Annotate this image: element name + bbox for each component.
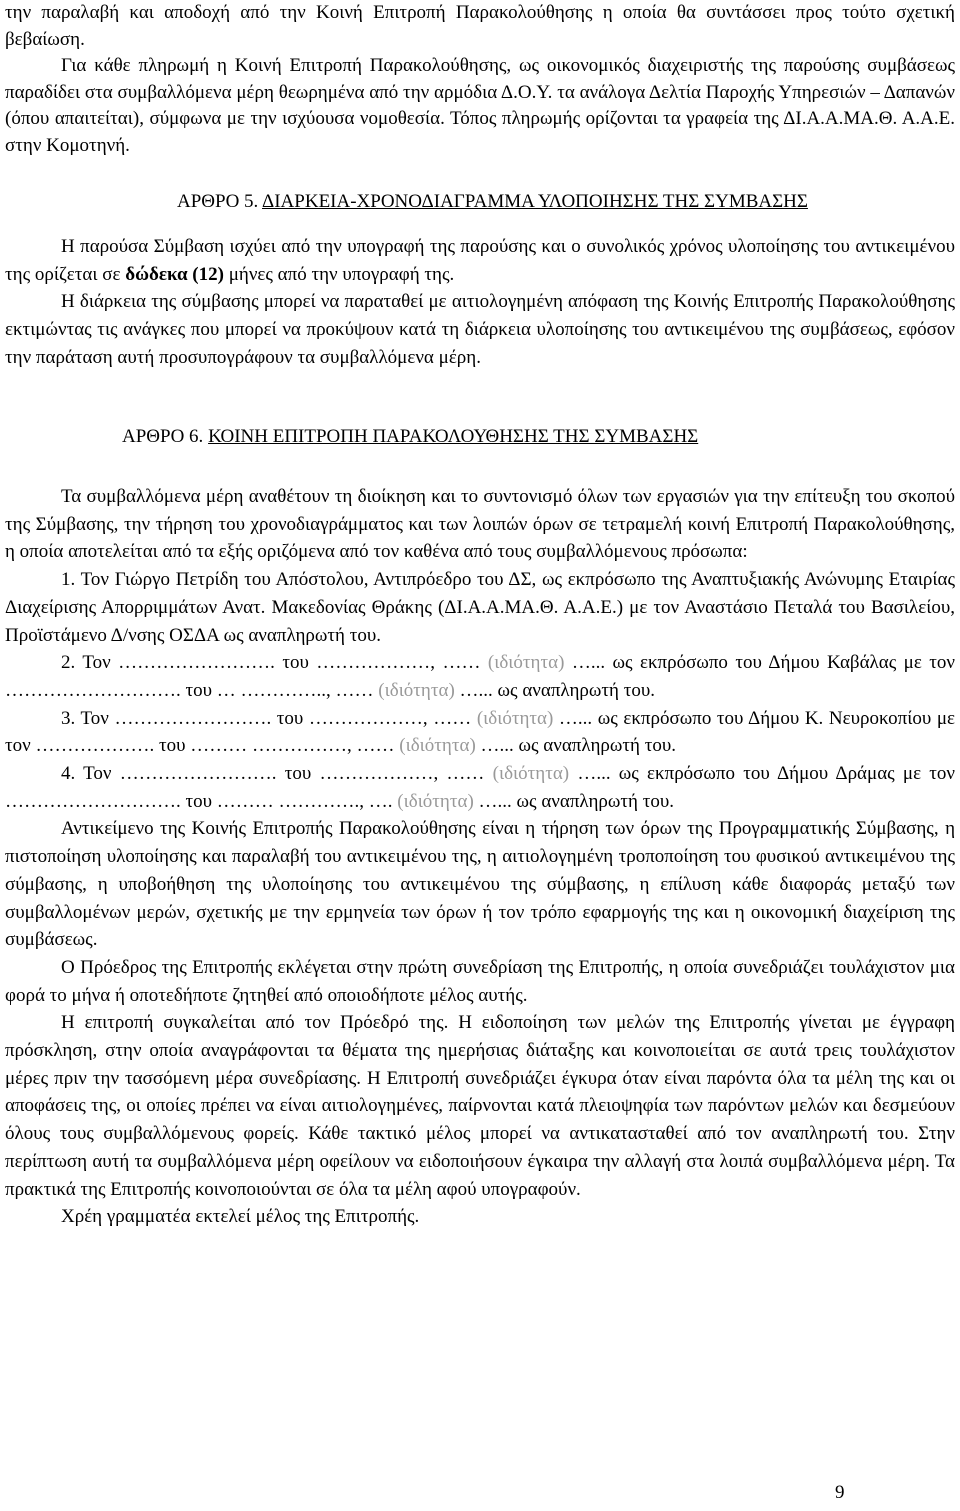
article-5-heading [177, 189, 808, 215]
article-6-label: ΑΡΘΡΟ 6. [122, 426, 204, 447]
member-4-text-b: …... ως εκπρόσωπο του Δήμου Δράμας με τον ………………………. του ……… …………., …. [5, 763, 955, 812]
member-1: 1. Τον Γιώργο Πετρίδη του Απόστολου, Αντιπρόεδρο του ΔΣ, ως εκπρόσωπο της Αναπτυξιακής Ανώνυμης Εταιρίας Διαχείρισης Απορριμμάτων Ανατ. Μακεδονίας Θράκης (ΔΙ.Α.Α.ΜΑ.Θ. Α.Α.Ε.) με τον Αναστάσιο Πεταλά του Βασιλείου, Προϊστάμενο Δ/νσης ΟΣΔΑ ως αναπληρωτή του. [5, 569, 955, 646]
meetings-paragraph: Η επιτροπή συγκαλείται από τον Πρόεδρό της. Η ειδοποίηση των μελών της Επιτροπής γίνεται με έγγραφη πρόσκληση, στην οποία αναγράφονται τα θέματα της ημερήσιας διάταξης και κοινοποιείται σε αυτά τρεις τουλάχιστον μέρες πριν την τασσόμενη μέρα συνεδρίασης. Η Επιτροπή συνεδριάζει έγκυρα όταν είναι παρόντα όλα τα μέλη της και οι αποφάσεις της, οι οποίες πρέπει να είναι αιτιολογημένες, παίρνονται κατά πλειοψηφία των παρόντων μελών και δεσμεύουν όλους τους συμβαλλόμενους φορείς. Κάθε τακτικό μέλος μπορεί να αντικατασταθεί από τον αναπληρωτή του. Στην περίπτωση αυτή τα συμβαλλόμενα μέρη οφείλουν να ειδοποιήσουν έγκαιρα την αλλαγή στα λοιπά συμβαλλόμενα μέρη. Τα πρακτικά της Επιτροπής κοινοποιούνται σε όλα τα μέλη αφού υπογραφούν. [5, 1012, 955, 1200]
member-4 [5, 760, 955, 815]
member-3-text-b: …... ως εκπρόσωπο του Δήμου Κ. Νευροκοπίου με τον ………………. του ……… ……………, …… [5, 707, 955, 757]
article-5-title: ΔΙΑΡΚΕΙΑ-ΧΡΟΝΟΔΙΑΓΡΑΜΜΑ ΥΛΟΠΟΙΗΣΗΣ ΤΗΣ ΣΥΜΒΑΣΗΣ [262, 191, 808, 212]
extension-paragraph: Η διάρκεια της σύμβασης μπορεί να παραταθεί με αιτιολογημένη απόφαση της Κοινής Επιτροπής Παρακολούθησης εκτιμώντας τις ανάγκες που μπορεί να προκύψουν κατά τη διάρκεια υλοποίησης του αντικειμένου της συμβάσεως, εφόσον την παράταση αυτή προσυπογράφουν τα συμβαλλόμενα μέρη. [5, 291, 955, 368]
payment-paragraph: Για κάθε πληρωμή η Κοινή Επιτροπή Παρακολούθησης, ως οικονομικός διαχειριστής της παρούσης συμβάσεως παραδίδει στα συμβαλλόμενα μέρη θεωρημένα από την αρμόδια Δ.Ο.Υ. τα ανάλογα Δελτία Παροχής Υπηρεσιών – Δαπανών (όπου απαιτείται), σύμφωνα με την ισχύουσα νομοθεσία. Τόπος πληρωμής ορίζονται τα γραφεία της ΔΙ.Α.Α.ΜΑ.Θ. Α.Α.Ε. στην Κομοτηνή. [5, 55, 955, 156]
article-6-title: ΚΟΙΝΗ ΕΠΙΤΡΟΠΗ ΠΑΡΑΚΟΛΟΥΘΗΣΗΣ ΤΗΣ ΣΥΜΒΑΣΗΣ [208, 426, 699, 447]
duration-months: δώδεκα (12) [125, 263, 224, 285]
committee-object-paragraph: Αντικείμενο της Κοινής Επιτροπής Παρακολούθησης είναι η τήρηση των όρων της Προγραμματικής Σύμβασης, η πιστοποίηση υλοποίησης και παραλαβή του αντικειμένου της, η αιτιολογημένη τροποποίηση του φυσικού αντικειμένου της σύμβασης, η υποβοήθηση της υλοποίησης του αντικειμένου της σύμβασης, η επίλυση κάθε διαφοράς μεταξύ των συμβαλλομένων μερών, σχετικής με την ερμηνεία των όρων ή τον τρόπο εφαρμογής της και η οικονομική διαχείριση της συμβάσεως. [5, 818, 955, 951]
intro-block [5, 0, 955, 159]
article-5-body [5, 233, 955, 372]
member-4-text-c: …... ως αναπληρωτή του. [473, 790, 675, 812]
member-3-text: 3. Τον ……………………. του ………………, …… [61, 707, 477, 729]
page-number: 9 [835, 1482, 845, 1503]
member-3 [5, 705, 955, 760]
intro-paragraph-end: την παραλαβή και αποδοχή από την Κοινή Επιτροπή Παρακολούθησης η οποία θα συντάσσει προς τούτο σχετική βεβαίωση. [5, 2, 955, 50]
committee-intro-paragraph: Τα συμβαλλόμενα μέρη αναθέτουν τη διοίκηση και το συντονισμό όλων των εργασιών για την επίτευξη του σκοπού της Σύμβασης, την τήρηση του χρονοδιαγράμματος και των λοιπών όρων σε τετραμελή κοινή Επιτροπή Παρακολούθησης, η οποία αποτελείται από τα εξής οριζόμενα από τον καθένα από τους συμβαλλόμενους πρόσωπα: [5, 486, 955, 563]
member-4-text: 4. Τον ……………………. του ………………, …… [61, 763, 493, 785]
member-2-role-placeholder: (ιδιότητα) [487, 652, 565, 674]
duration-text-end: μήνες από την υπογραφή της. [228, 263, 455, 285]
duration-text: Η παρούσα Σύμβαση ισχύει από την υπογραφή της παρούσης και ο συνολικός χρόνος υλοποίησης του αντικειμένου της ορίζεται σε [5, 236, 955, 285]
member-2-text-b: …... ως εκπρόσωπο του Δήμου Καβάλας με τον ………………………. του … ………….., …… [5, 652, 955, 701]
member-3-text-c: …... ως αναπληρωτή του. [475, 735, 676, 757]
duration-paragraph [5, 233, 955, 288]
member-4-alt-role-placeholder: (ιδιότητα) [397, 790, 474, 812]
member-3-role-placeholder: (ιδιότητα) [476, 707, 554, 729]
article-5-label: ΑΡΘΡΟ 5. [177, 191, 259, 212]
article-6-body [5, 483, 955, 1231]
chair-paragraph: Ο Πρόεδρος της Επιτροπής εκλέγεται στην πρώτη συνεδρίαση της Επιτροπής, η οποία συνεδριάζει τουλάχιστον μια φορά το μήνα ή οποτεδήποτε ζητηθεί από οποιοδήποτε μέλος αυτής. [5, 956, 955, 1006]
member-2-alt-role-placeholder: (ιδιότητα) [378, 679, 455, 701]
secretary-paragraph: Χρέη γραμματέα εκτελεί μέλος της Επιτροπής. [61, 1206, 420, 1228]
member-3-alt-role-placeholder: (ιδιότητα) [399, 735, 476, 757]
member-2-text: 2. Τον ……………………. του ………………, …… [61, 652, 488, 674]
member-4-role-placeholder: (ιδιότητα) [492, 763, 570, 785]
member-2 [5, 649, 955, 704]
article-6-heading [122, 424, 698, 450]
member-2-text-c: …... ως αναπληρωτή του. [454, 679, 656, 701]
